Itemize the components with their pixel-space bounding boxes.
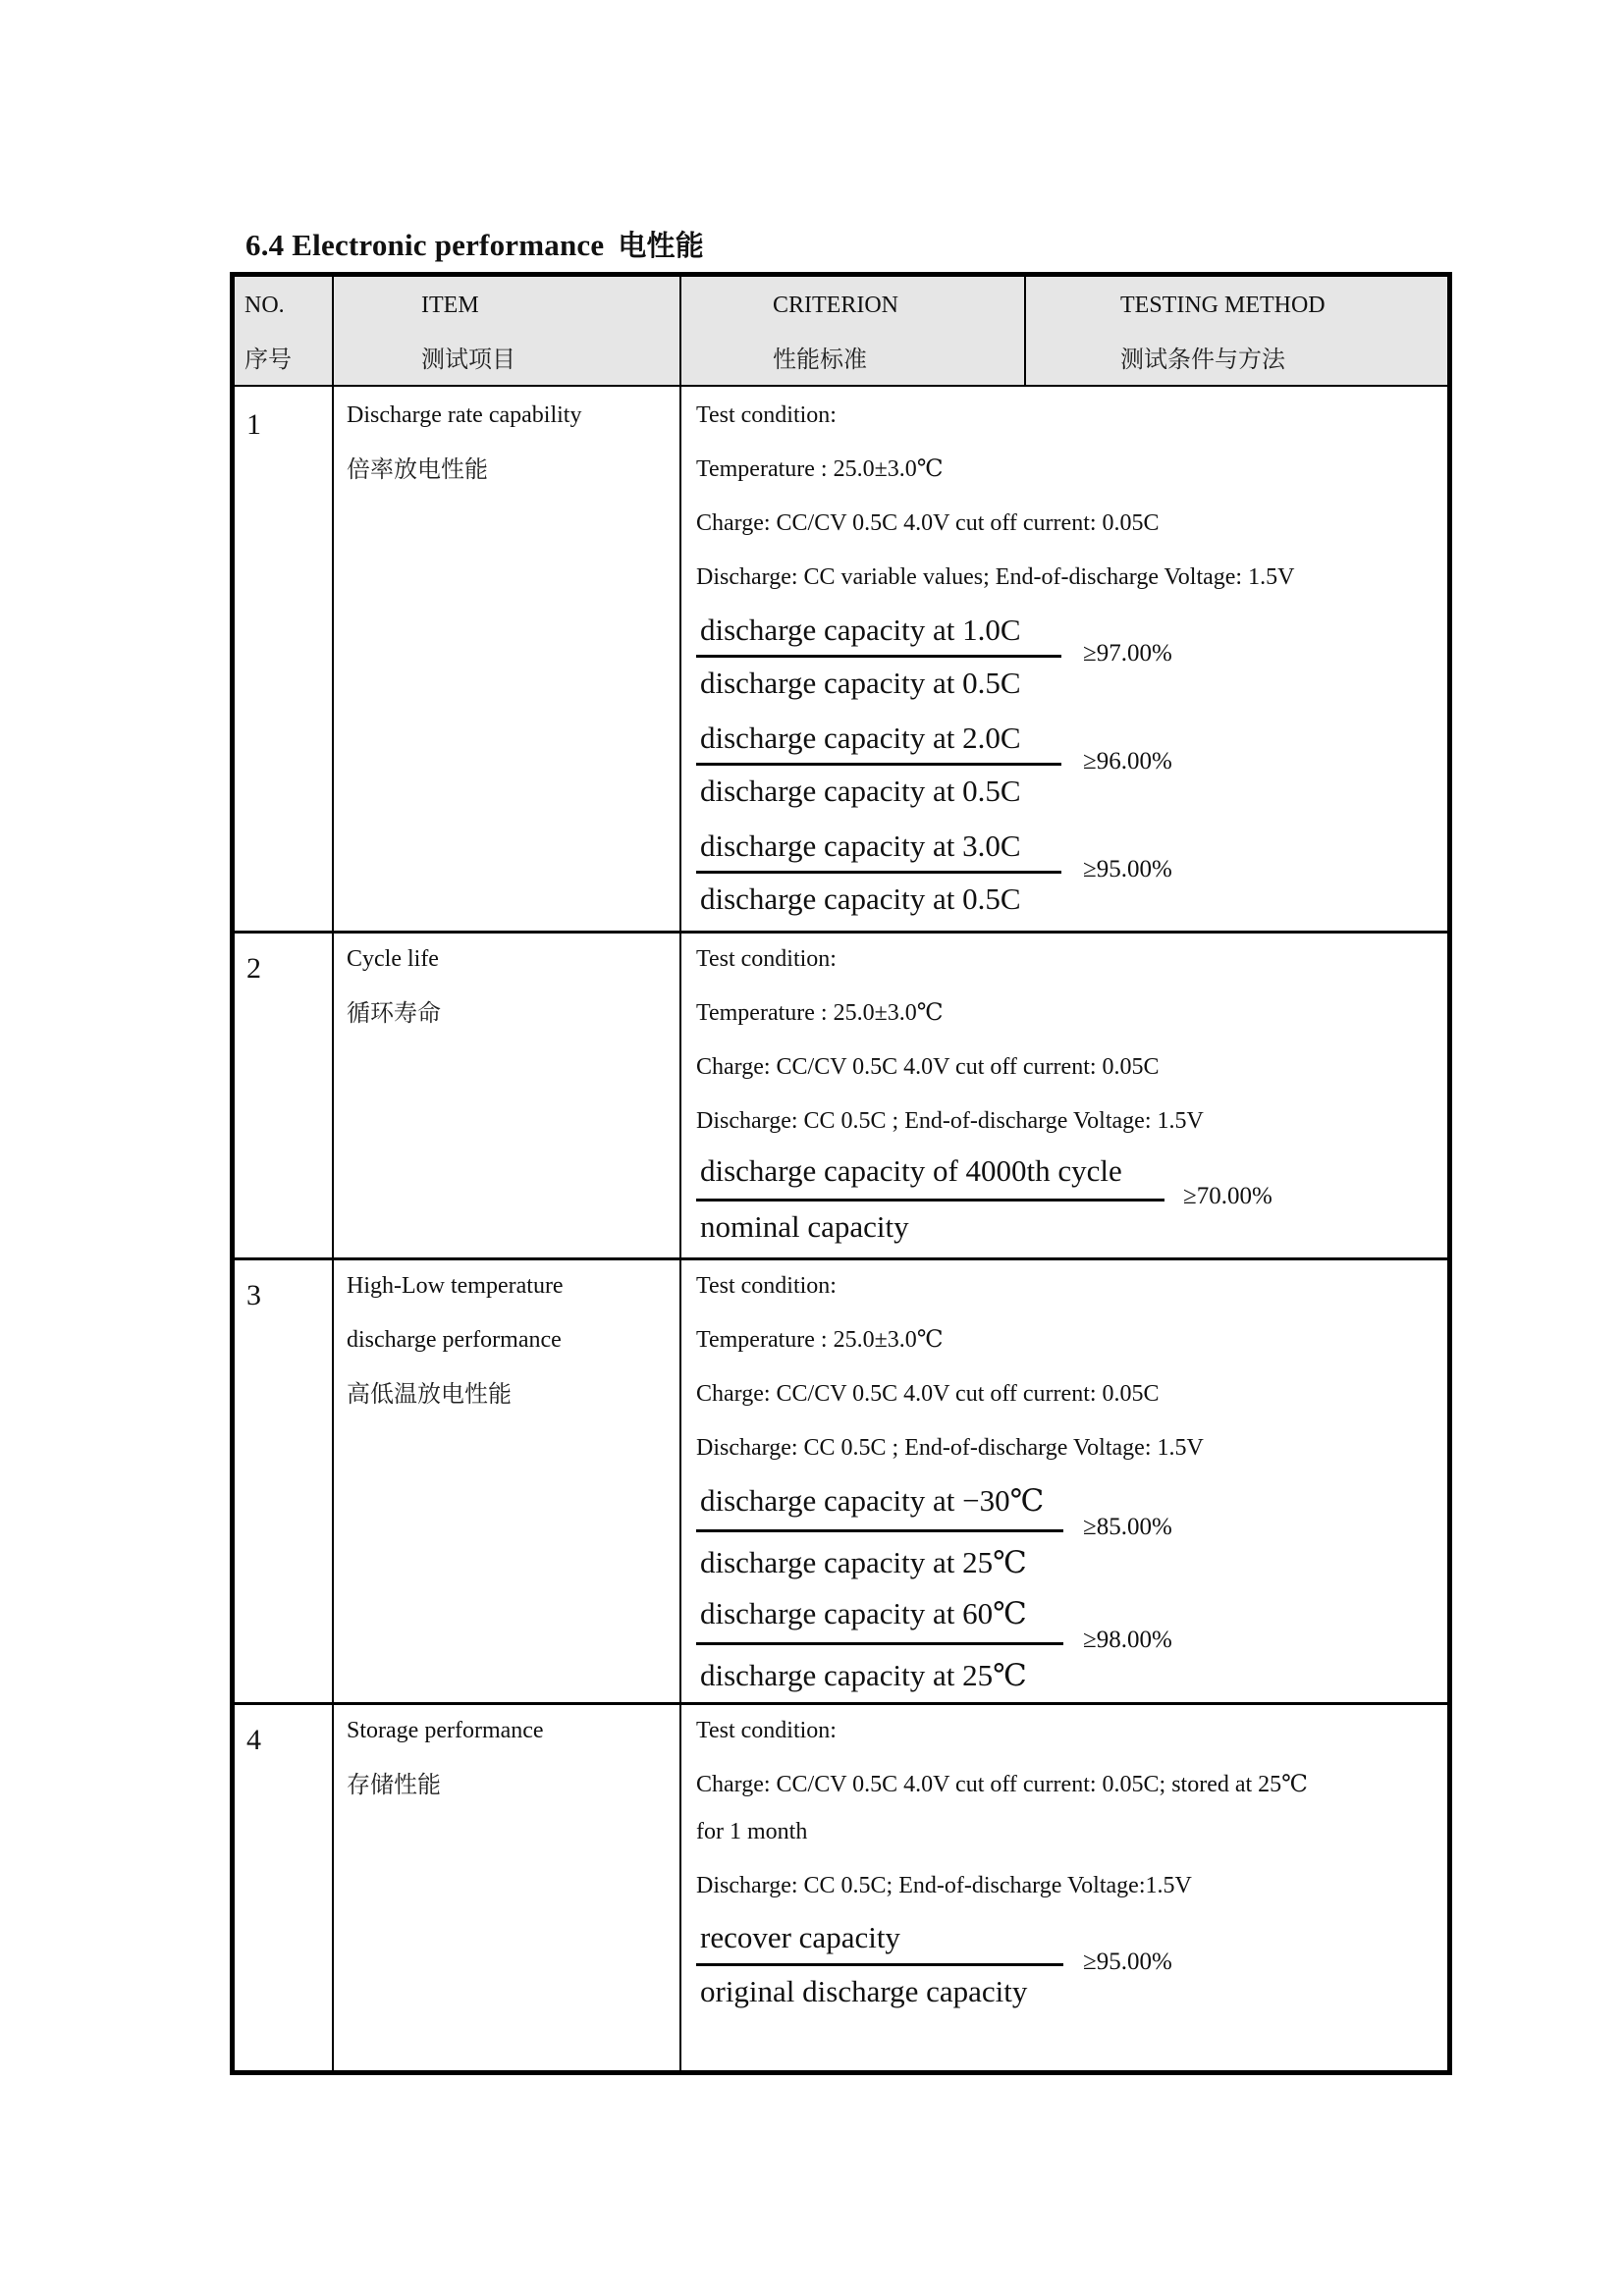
row-2-condition-heading: Test condition:: [696, 946, 837, 972]
ratio-numerator: recover capacity: [700, 1920, 900, 1954]
ratio-denominator: original discharge capacity: [700, 1974, 1028, 2008]
ratio-denominator: nominal capacity: [700, 1209, 909, 1244]
row-3-condition-heading: Test condition:: [696, 1273, 837, 1299]
fraction-bar: [696, 871, 1061, 874]
row-2-item: [347, 933, 441, 1041]
row-2-no: 2: [246, 952, 261, 985]
ratio-value: ≥98.00%: [1083, 1627, 1172, 1653]
column-divider-1: [332, 277, 334, 2070]
row-3-criterion: [696, 1259, 1442, 1701]
row-3-item: [347, 1259, 564, 1421]
fraction-bar: [696, 763, 1061, 766]
ratio-value: ≥95.00%: [1083, 1949, 1172, 1975]
row-4-item: [347, 1704, 544, 1812]
header-item: [421, 279, 515, 387]
header-item-cn: 测试项目: [421, 346, 515, 373]
ratio-value: ≥95.00%: [1083, 856, 1172, 882]
row-3-condition-temperature: Temperature : 25.0±3.0℃: [696, 1327, 944, 1353]
column-divider-3-header: [1024, 277, 1026, 386]
header-no-en: NO.: [244, 293, 285, 318]
row-3-condition-discharge: Discharge: CC 0.5C ; End-of-discharge Voltage: 1.5V: [696, 1435, 1204, 1461]
row-2-item-cn: 循环寿命: [347, 999, 441, 1027]
fraction-bar: [696, 1199, 1164, 1201]
header-criterion-cn: 性能标准: [773, 346, 867, 373]
ratio-numerator: discharge capacity at 3.0C: [700, 828, 1021, 863]
ratio-denominator: discharge capacity at 0.5C: [700, 881, 1021, 916]
header-no-cn: 序号: [244, 346, 292, 373]
row-4-item-cn: 存储性能: [347, 1771, 441, 1798]
header-criterion: [773, 279, 898, 387]
row-3-item-cn: 高低温放电性能: [347, 1380, 512, 1408]
header-divider: [235, 385, 1447, 387]
section-title-cn: 电性能: [618, 229, 704, 262]
row-1-condition-temperature: Temperature : 25.0±3.0℃: [696, 456, 944, 482]
row-1-condition-heading: Test condition:: [696, 402, 837, 428]
ratio-numerator: discharge capacity at 2.0C: [700, 721, 1021, 755]
row-4-criterion: [696, 1704, 1442, 2067]
header-testing-method: [1120, 279, 1326, 387]
header-testing-method-cn: 测试条件与方法: [1120, 346, 1285, 373]
fraction-bar: [696, 1529, 1063, 1532]
row-2-condition-temperature: Temperature : 25.0±3.0℃: [696, 1000, 944, 1026]
row-2-criterion: [696, 933, 1442, 1256]
row-2-condition-discharge: Discharge: CC 0.5C ; End-of-discharge Voltage: 1.5V: [696, 1108, 1204, 1134]
row-1-item-cn: 倍率放电性能: [347, 455, 488, 483]
ratio-value: ≥96.00%: [1083, 748, 1172, 774]
ratio-numerator: discharge capacity at 1.0C: [700, 613, 1021, 647]
row-1-condition-charge: Charge: CC/CV 0.5C 4.0V cut off current: 0.05C: [696, 510, 1160, 536]
row-4-condition-charge: Charge: CC/CV 0.5C 4.0V cut off current: 0.05C; stored at 25℃: [696, 1772, 1309, 1797]
row-3-item-en-line-1: High-Low temperature: [347, 1273, 564, 1299]
section-title-en: 6.4 Electronic performance: [245, 228, 605, 262]
ratio-denominator: discharge capacity at 25℃: [700, 1545, 1027, 1579]
row-1-item-en: Discharge rate capability: [347, 402, 582, 428]
row-3-no: 3: [246, 1279, 261, 1311]
ratio-denominator: discharge capacity at 0.5C: [700, 666, 1021, 700]
row-4-condition-discharge: Discharge: CC 0.5C; End-of-discharge Voltage:1.5V: [696, 1873, 1192, 1898]
ratio-value: ≥85.00%: [1083, 1514, 1172, 1540]
header-no: [244, 279, 292, 387]
fraction-bar: [696, 1963, 1063, 1966]
ratio-value: ≥97.00%: [1083, 640, 1172, 667]
header-item-en: ITEM: [421, 293, 479, 318]
row-4-item-en: Storage performance: [347, 1718, 544, 1743]
row-3-condition-charge: Charge: CC/CV 0.5C 4.0V cut off current: 0.05C: [696, 1381, 1160, 1407]
fraction-bar: [696, 655, 1061, 658]
ratio-value: ≥70.00%: [1183, 1183, 1272, 1209]
row-1-item: [347, 389, 581, 497]
header-criterion-en: CRITERION: [773, 293, 898, 318]
ratio-numerator: discharge capacity at 60℃: [700, 1596, 1027, 1630]
row-4-no: 4: [246, 1724, 261, 1756]
ratio-denominator: discharge capacity at 25℃: [700, 1658, 1027, 1692]
electronic-performance-table: [230, 272, 1452, 2075]
row-4-condition-heading: Test condition:: [696, 1718, 837, 1743]
row-1-no: 1: [246, 408, 261, 441]
row-1-condition-discharge: Discharge: CC variable values; End-of-discharge Voltage: 1.5V: [696, 564, 1295, 590]
header-testing-method-en: TESTING METHOD: [1120, 293, 1326, 318]
row-2-item-en: Cycle life: [347, 946, 439, 972]
fraction-bar: [696, 1642, 1063, 1645]
row-3-item-en-line-2: discharge performance: [347, 1327, 562, 1353]
row-2-condition-charge: Charge: CC/CV 0.5C 4.0V cut off current: 0.05C: [696, 1054, 1160, 1080]
ratio-numerator: discharge capacity of 4000th cycle: [700, 1153, 1122, 1188]
row-4-condition-duration: for 1 month: [696, 1819, 808, 1844]
ratio-denominator: discharge capacity at 0.5C: [700, 774, 1021, 808]
row-1-criterion: [696, 389, 1442, 929]
column-divider-2: [679, 277, 681, 2070]
section-title: [245, 224, 704, 264]
ratio-numerator: discharge capacity at −30℃: [700, 1483, 1045, 1518]
